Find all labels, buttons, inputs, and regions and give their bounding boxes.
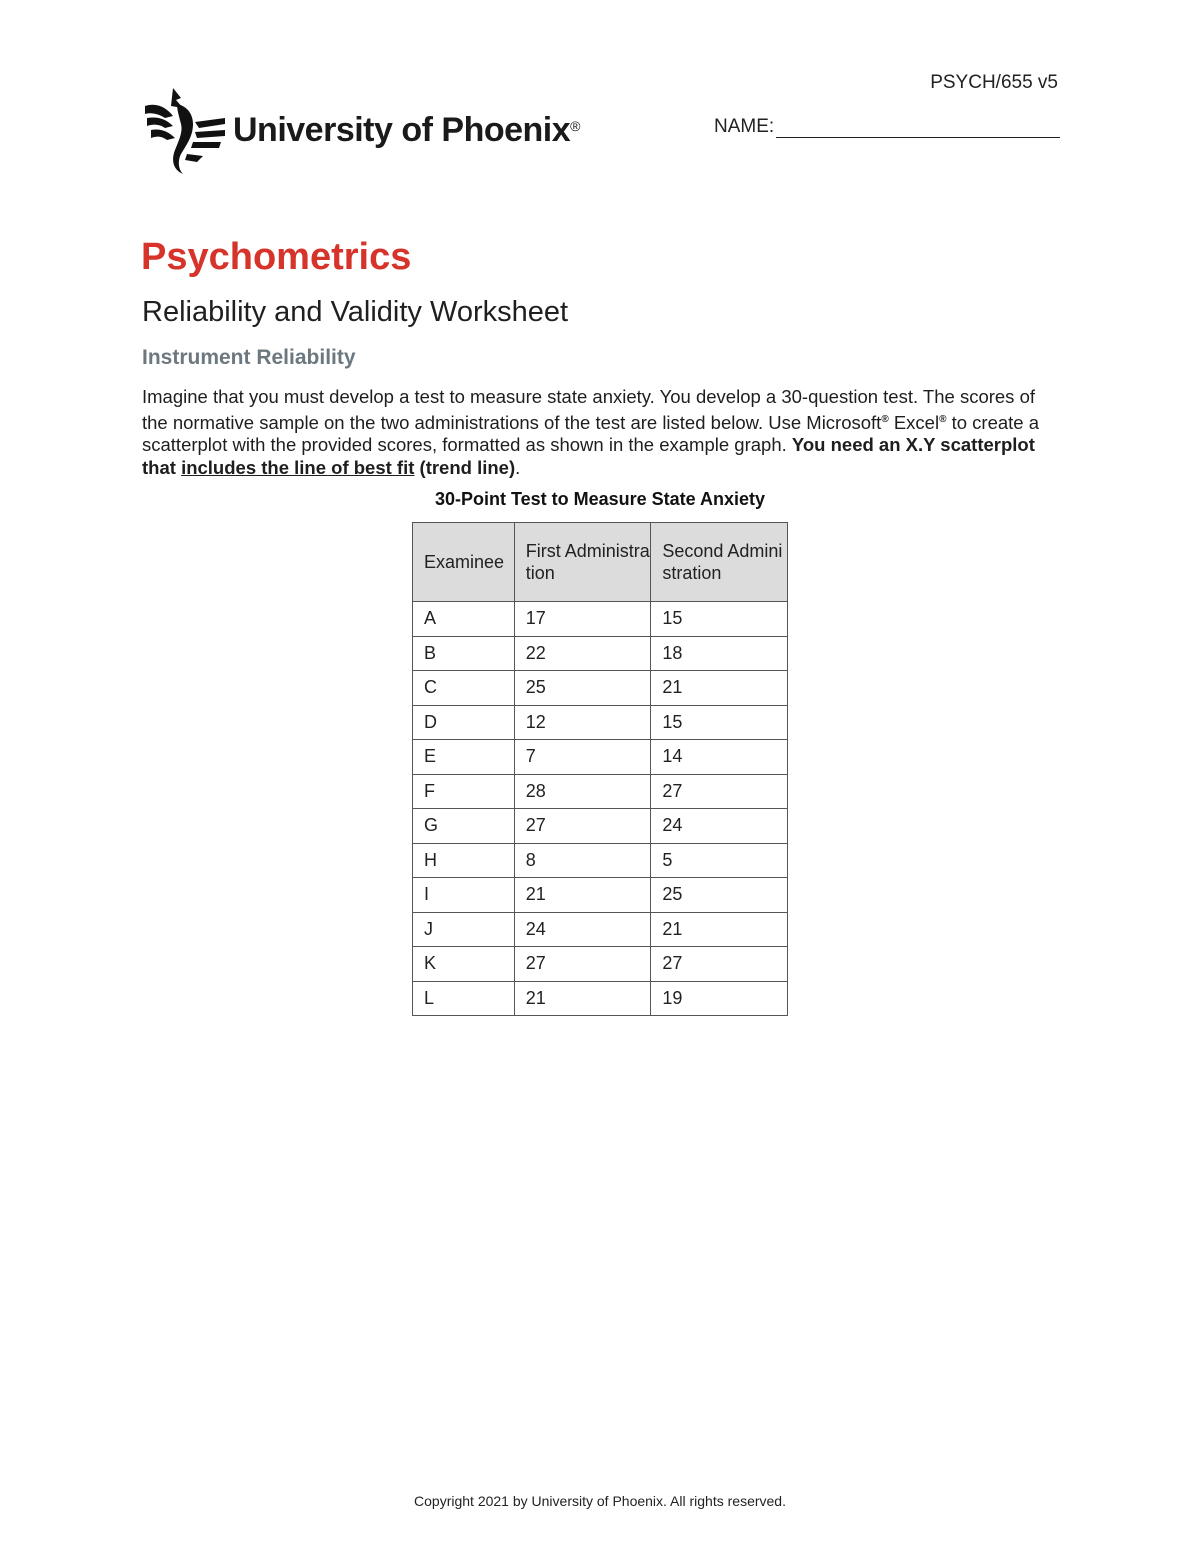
second-score-cell: 21	[651, 912, 788, 947]
second-score-cell: 14	[651, 740, 788, 775]
examinee-cell: A	[413, 602, 515, 637]
first-score-cell: 17	[514, 602, 651, 637]
table-row	[413, 981, 788, 1016]
instructions-paragraph: Imagine that you must develop a test to measure state anxiety. You develop a 30-question test. The scores of the normative sample on the two administrations of the test are listed below. Use Microsoft® Excel® to create a scatterplot with the provided scores, formatted as shown in the example graph. You need an X.Y scatterplot that includes the line of best fit (trend line).	[142, 386, 1040, 478]
university-logo	[143, 84, 580, 176]
logo-wordmark: University of Phoenix®	[233, 110, 580, 149]
second-score-cell: 18	[651, 636, 788, 671]
second-score-cell: 24	[651, 809, 788, 844]
table-row	[413, 671, 788, 706]
second-score-cell: 27	[651, 774, 788, 809]
table-row	[413, 912, 788, 947]
second-score-cell: 25	[651, 878, 788, 913]
examinee-cell: L	[413, 981, 515, 1016]
second-score-cell: 21	[651, 671, 788, 706]
copyright-footer: Copyright 2021 by University of Phoenix. All rights reserved.	[414, 1493, 786, 1509]
examinee-cell: G	[413, 809, 515, 844]
header-examinee: Examinee	[413, 523, 515, 602]
examinee-cell: F	[413, 774, 515, 809]
table-row	[413, 947, 788, 982]
name-label: NAME:	[714, 116, 775, 137]
name-blank-line	[776, 117, 1060, 138]
examinee-cell: E	[413, 740, 515, 775]
table-row	[413, 774, 788, 809]
examinee-cell: B	[413, 636, 515, 671]
header-first-administration: First Administration	[514, 523, 651, 602]
first-score-cell: 28	[514, 774, 651, 809]
section-heading: Instrument Reliability	[142, 346, 356, 369]
first-score-cell: 12	[514, 705, 651, 740]
first-score-cell: 21	[514, 981, 651, 1016]
first-score-cell: 27	[514, 809, 651, 844]
second-score-cell: 19	[651, 981, 788, 1016]
examinee-cell: D	[413, 705, 515, 740]
first-score-cell: 21	[514, 878, 651, 913]
examinee-cell: H	[413, 843, 515, 878]
table-row	[413, 740, 788, 775]
first-score-cell: 25	[514, 671, 651, 706]
table-row	[413, 843, 788, 878]
first-score-cell: 24	[514, 912, 651, 947]
first-score-cell: 22	[514, 636, 651, 671]
table-row	[413, 636, 788, 671]
table-row	[413, 809, 788, 844]
first-score-cell: 27	[514, 947, 651, 982]
first-score-cell: 7	[514, 740, 651, 775]
second-score-cell: 5	[651, 843, 788, 878]
scores-table	[412, 522, 788, 1016]
table-row	[413, 878, 788, 913]
table-title: 30-Point Test to Measure State Anxiety	[434, 489, 766, 509]
examinee-cell: I	[413, 878, 515, 913]
table-header-row	[413, 523, 788, 602]
course-code: PSYCH/655 v5	[930, 72, 1058, 93]
name-field	[714, 116, 1060, 138]
second-score-cell: 27	[651, 947, 788, 982]
examinee-cell: C	[413, 671, 515, 706]
second-score-cell: 15	[651, 602, 788, 637]
examinee-cell: J	[413, 912, 515, 947]
header-second-administration: Second Administration	[651, 523, 788, 602]
phoenix-icon	[143, 84, 227, 176]
examinee-cell: K	[413, 947, 515, 982]
page-subtitle: Reliability and Validity Worksheet	[142, 296, 569, 328]
first-score-cell: 8	[514, 843, 651, 878]
second-score-cell: 15	[651, 705, 788, 740]
table-row	[413, 602, 788, 637]
table-row	[413, 705, 788, 740]
page-title: Psychometrics	[141, 236, 412, 278]
